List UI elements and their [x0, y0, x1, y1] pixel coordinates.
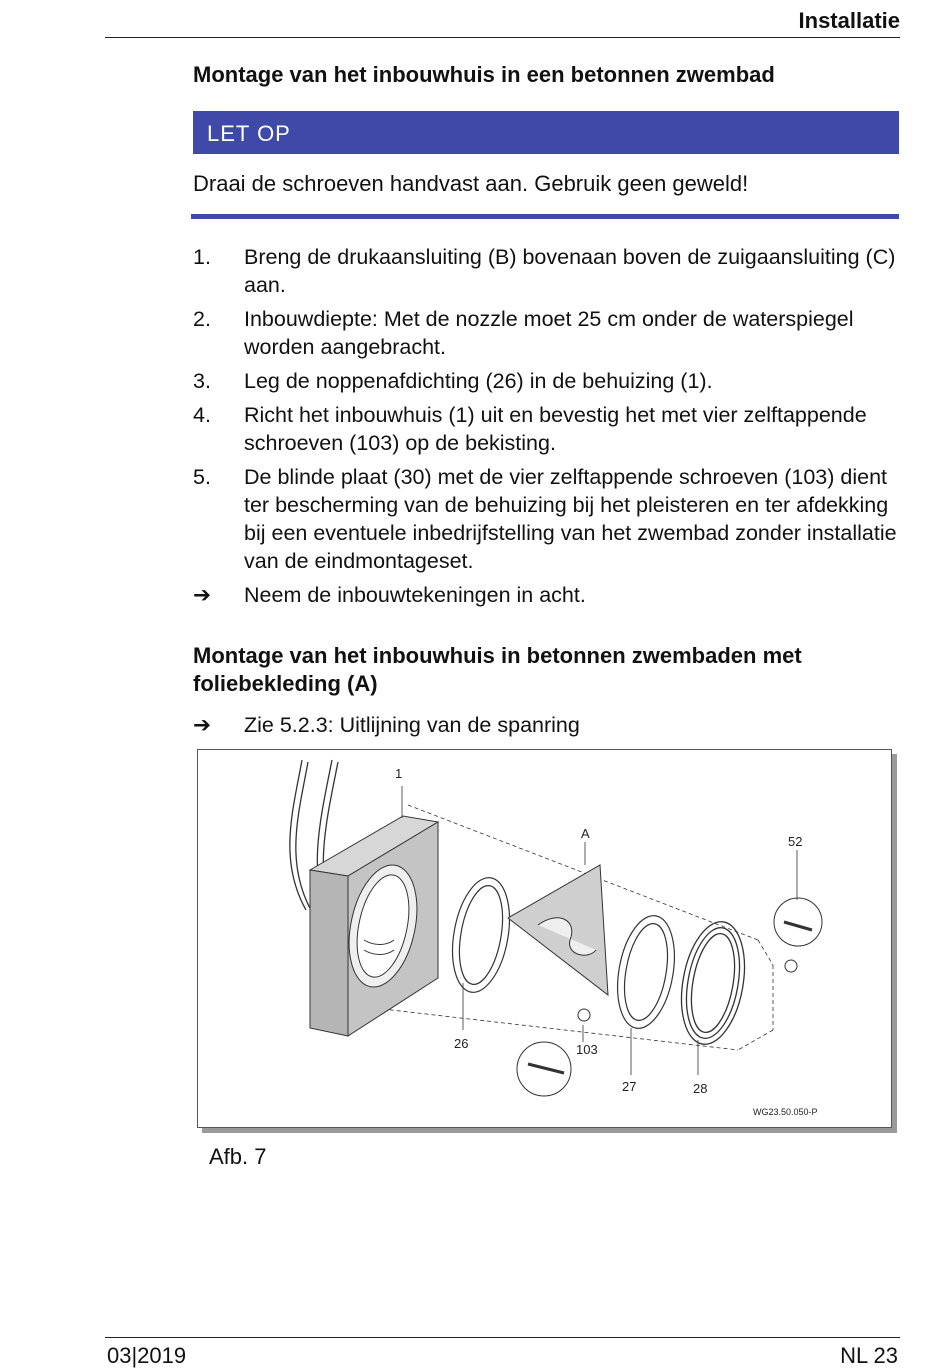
- step-text: De blinde plaat (30) met de vier zelftappende schroeven (103) dient ter bescherming van de behuizing bij het pleisteren en ter afdekking bij een eventuele inbedrijfstelling van het zwembad zonder installatie van de eindmontageset.: [244, 465, 897, 573]
- step-item: [193, 243, 899, 299]
- label-28: 28: [693, 1081, 708, 1096]
- notice-divider: [191, 214, 899, 219]
- step-item: [193, 401, 899, 457]
- arrow-icon: ➔: [193, 713, 212, 737]
- step-text: Inbouwdiepte: Met de nozzle moet 25 cm onder de waterspiegel worden aangebracht.: [244, 307, 854, 359]
- step-number: 5.: [193, 465, 211, 489]
- notice-banner: [193, 111, 899, 154]
- step-text: Neem de inbouwtekeningen in acht.: [244, 583, 586, 607]
- step-item: [193, 367, 899, 395]
- label-26: 26: [454, 1036, 469, 1051]
- step-number: 3.: [193, 369, 211, 393]
- drawing-code: WG23.50.050-P: [753, 1107, 818, 1117]
- figure-7: [197, 749, 892, 1128]
- footer-divider: [105, 1337, 900, 1338]
- header-divider: [105, 37, 900, 38]
- instruction-steps: [193, 243, 899, 615]
- step-text: Breng de drukaansluiting (B) bovenaan boven de zuigaansluiting (C) aan.: [244, 245, 896, 297]
- step-item: [193, 305, 899, 361]
- step-number: 4.: [193, 403, 211, 427]
- step-item: [193, 581, 899, 609]
- figure-caption: Afb. 7: [209, 1144, 267, 1169]
- label-A: A: [581, 826, 590, 841]
- label-103: 103: [576, 1042, 598, 1057]
- section-title: Installatie: [798, 8, 900, 33]
- step-number: 2.: [193, 307, 211, 331]
- screw-detail-52: [774, 898, 822, 972]
- foil-sheet: [508, 865, 608, 995]
- notice-label: LET OP: [207, 121, 291, 146]
- footer-date: 03|2019: [107, 1343, 187, 1368]
- heading-foil-lined-pool: Montage van het inbouwhuis in betonnen zwembaden met foliebekleding (A): [193, 643, 802, 696]
- step-text: Richt het inbouwhuis (1) uit en bevestig het met vier zelftappende schroeven (103) op de bekisting.: [244, 403, 867, 455]
- heading-concrete-pool: Montage van het inbouwhuis in een betonnen zwembad: [193, 62, 775, 87]
- step-item: [193, 463, 899, 575]
- seal-ring: [444, 873, 517, 997]
- clamp-ring-28: [673, 917, 754, 1050]
- step-number: 1.: [193, 245, 211, 269]
- label-52: 52: [788, 834, 803, 849]
- housing-box: [310, 816, 438, 1036]
- notice-text: Draai de schroeven handvast aan. Gebruik geen geweld!: [193, 171, 749, 196]
- cross-reference: [193, 713, 580, 738]
- ring-27: [610, 911, 683, 1033]
- reference-text: Zie 5.2.3: Uitlijning van de spanring: [244, 713, 580, 737]
- arrow-icon: ➔: [193, 583, 212, 607]
- step-text: Leg de noppenafdichting (26) in de behuizing (1).: [244, 369, 713, 393]
- installation-diagram: [198, 750, 891, 1127]
- label-27: 27: [622, 1079, 637, 1094]
- footer-page-number: NL 23: [840, 1343, 898, 1368]
- label-1: 1: [395, 766, 403, 781]
